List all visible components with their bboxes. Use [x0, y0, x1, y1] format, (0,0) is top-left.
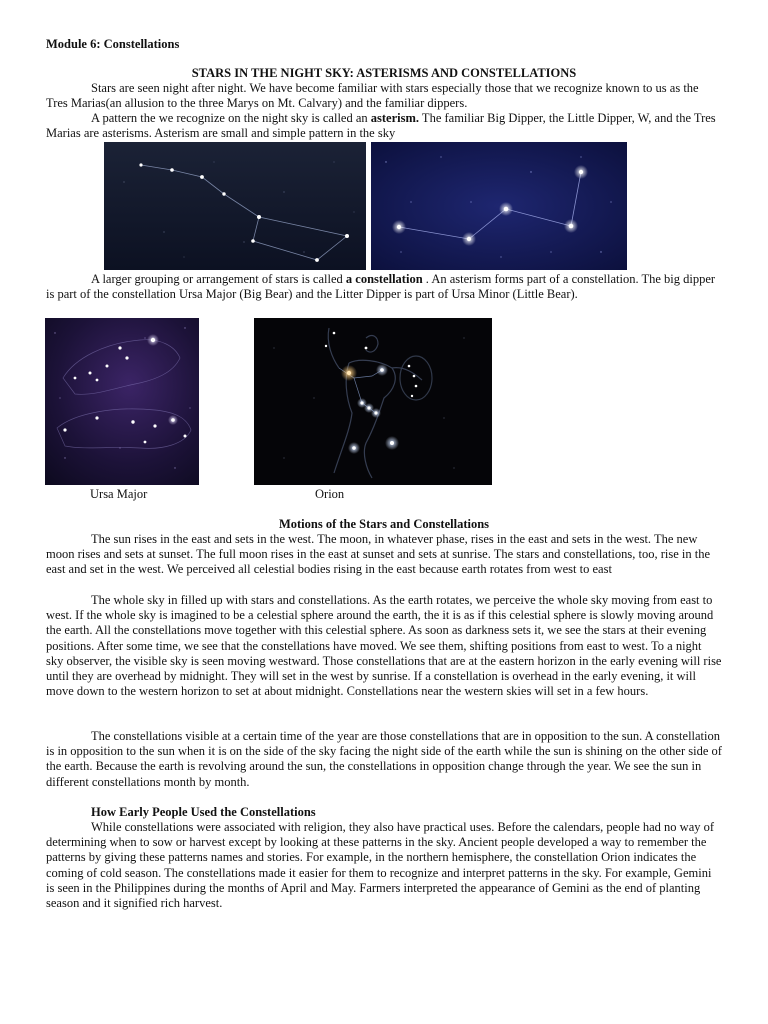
- module-heading: Module 6: Constellations: [46, 37, 180, 51]
- constellation-before: A larger grouping or arrangement of stars is called: [91, 272, 346, 286]
- intro-paragraph-1: Stars are seen night after night. We have become familiar with stars especially those that we recognize known to us as the Tres Marias(an allusion to the three Marys on Mt. Calvary) and the familiar dippers.: [46, 81, 699, 111]
- constellation-term: a constellation: [345, 272, 423, 286]
- intro-paragraph-2: [46, 111, 722, 141]
- w-asterism-photo: [371, 142, 627, 270]
- intro-p2-before: A pattern the we recognize on the night sky is called an: [91, 111, 371, 125]
- asterism-term: asterism.: [370, 111, 420, 125]
- main-title: STARS IN THE NIGHT SKY: ASTERISMS AND CONSTELLATIONS: [191, 66, 577, 80]
- motions-paragraph-3: The constellations visible at a certain time of the year are those constellations that are in opposition to the sun. A constellation is in opposition to the sun when it is on the side of the sky facing the night side of the earth while the sun is shining on the other side of the earth. Because the earth is revolving around the sun, the constellations in opposition change through the year. We see the sun in different constellations month by month.: [46, 729, 722, 789]
- ursa-major-caption: Ursa Major: [90, 487, 148, 501]
- orion-photo: [254, 318, 492, 485]
- intro-p2-after: The familiar Big Dipper, the Little Dipper, W, and the Tres Marias are asterisms. Asterism are small and simple pattern in the sky: [46, 111, 716, 141]
- early-people-heading: How Early People Used the Constellations: [91, 805, 316, 819]
- ursa-major-photo: [45, 318, 199, 485]
- constellation-paragraph: [46, 272, 722, 302]
- orion-caption: Orion: [315, 487, 345, 501]
- motions-paragraph-1: The sun rises in the east and sets in the west. The moon, in whatever phase, rises in the east and sets in the west. The new moon rises and sets at sunset. The full moon rises in the east at sunset and sets at sunrise. The stars and constellations, too, rise in the east and set in the west. We perceived all celestial bodies rising in the east because earth rotates from west to east: [46, 532, 711, 577]
- motions-paragraph-2: The whole sky in filled up with stars and constellations. As the earth rotates, we perceive the whole sky moving from east to west. If the whole sky is imagined to be a celestial sphere around the earth, the it is as if this celestial sphere is slowly moving around the earth. All the constellations move together with this celestial sphere. As soon as darkness sets it, we see the stars at their evening positions. After some time, we see that the constellations have moved. We see them, shifting positions from east to west. To a night sky observer, the visible sky is seen moving westward. Those constellations that are at the eastern horizon in the early evening will rise until they are overhead by midnight. They will set in the west by sunrise. If a constellation is overhead in the early evening, it will move down to the western horizon to set at about midnight. Constellations near the western skies will set in a few hours.: [46, 593, 722, 699]
- early-people-paragraph: While constellations were associated with religion, they also have practical uses. Before the calendars, people had no way of determining when to sow or harvest except by looking at these patterns in the sky. Ancient people developed a way to remember the patterns by giving these patterns names and stories. For example, in the northern hemisphere, the constellation Orion indicates the coming of cold season. The constellations made it easier for them to recognize and interpret patterns in the sky. For example, Gemini is seen in the Philippines during the months of April and May. Farmers interpreted the appearance of Gemini as the end of planting season and it signified rich harvest.: [46, 820, 715, 911]
- big-dipper-photo: [104, 142, 366, 270]
- constellation-after: . An asterism forms part of a constellation. The big dipper is part of the constellation Ursa Major (Big Bear) and the Litter Dipper is part of Ursa Minor (Little Bear).: [46, 272, 716, 302]
- motions-heading: Motions of the Stars and Constellations: [278, 517, 490, 531]
